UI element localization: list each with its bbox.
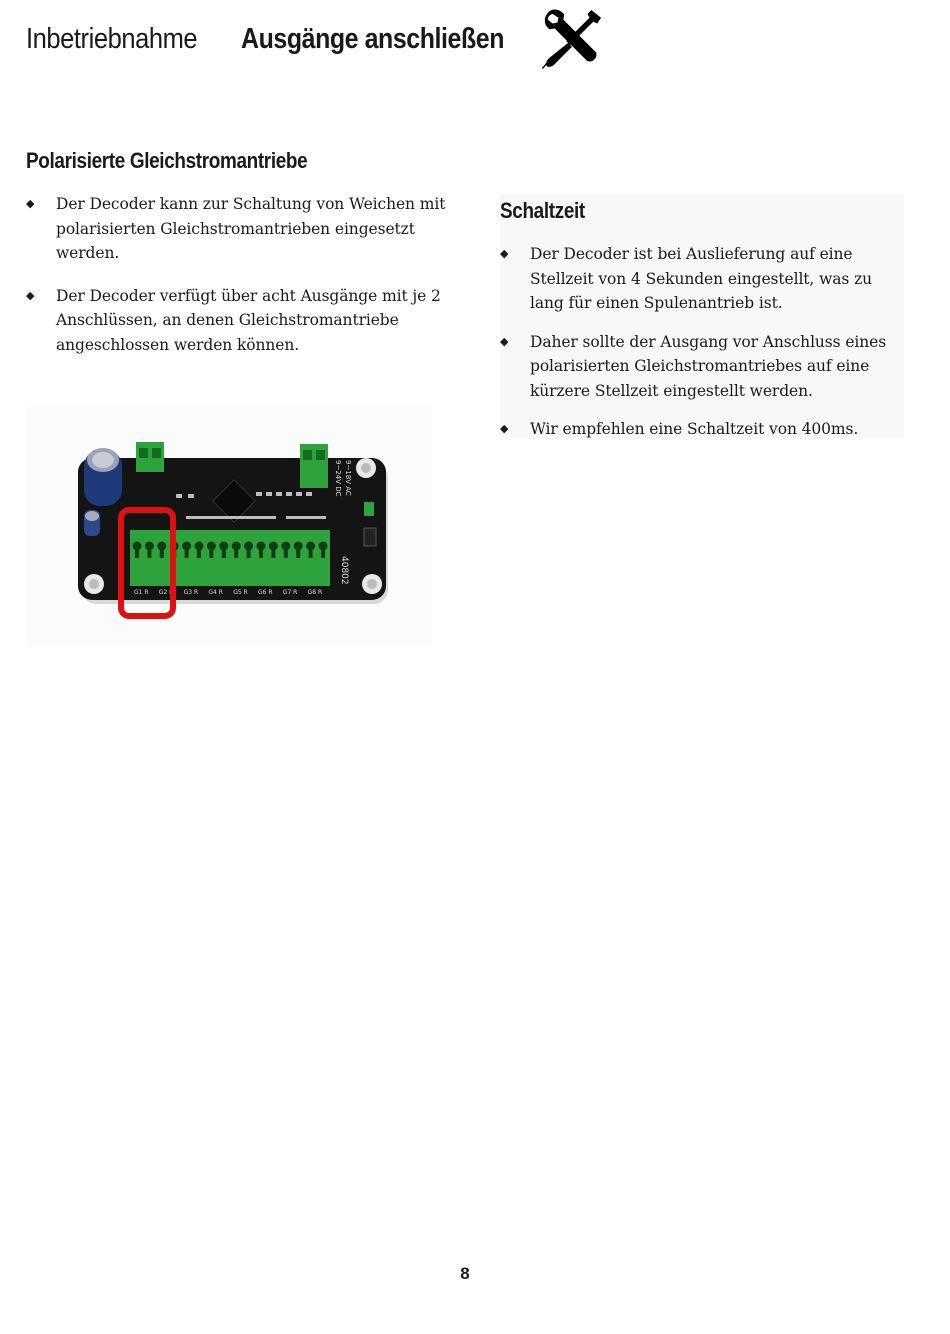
page-header <box>26 8 531 70</box>
diamond-bullet-icon: ◆ <box>500 422 509 435</box>
terminal-slot <box>209 546 213 558</box>
list-item: ◆ Der Decoder ist bei Auslieferung auf eine Stellzeit von 4 Sekunden eingestellt, was zu lang für einen Spulenantrieb ist. <box>500 242 904 316</box>
power-label-dc: 9~24V DC <box>334 460 342 497</box>
section-heading-polarized: Polarisierte Gleichstromantriebe <box>26 148 308 173</box>
diamond-bullet-icon: ◆ <box>500 334 509 348</box>
info-box-schaltzeit <box>500 194 904 438</box>
list-item: ◆ Der Decoder verfügt über acht Ausgänge mit je 2 Anschlüssen, an denen Gleichstromantriebe angeschlossen werden können. <box>26 284 446 358</box>
pcb-decoder-illustration <box>26 406 432 646</box>
terminal-slot <box>185 546 189 558</box>
terminal-slot <box>321 546 325 558</box>
terminal-slot <box>247 546 251 558</box>
terminal-label: G5 R <box>233 589 248 596</box>
board-label: 40802 <box>339 556 349 585</box>
bullet-list-right <box>500 242 904 442</box>
list-item: ◆ Der Decoder kann zur Schaltung von Weichen mit polarisierten Gleichstromantrieben eingesetzt werden. <box>26 192 446 266</box>
terminal-label: G4 R <box>208 589 223 596</box>
terminal-slot <box>309 546 313 558</box>
terminal-label: G2 R <box>158 589 174 596</box>
terminal-label: G7 R <box>282 589 298 596</box>
page-title: Ausgänge anschließen <box>241 22 505 55</box>
decoder-photo <box>26 406 432 646</box>
terminal-slot <box>197 546 201 558</box>
terminal-slot <box>296 546 300 558</box>
list-item: ◆ Daher sollte der Ausgang vor Anschluss eines polarisierten Gleichstromantriebes auf eine kürzere Stellzeit eingestellt werden. <box>500 330 904 404</box>
diamond-bullet-icon: ◆ <box>26 197 35 210</box>
terminal-slot <box>259 546 263 558</box>
terminal-label: G6 R <box>258 589 273 596</box>
diamond-bullet-icon: ◆ <box>26 288 35 302</box>
terminal-slot <box>135 546 139 558</box>
terminal-label: G1 R <box>134 589 149 596</box>
terminal-slot <box>271 546 275 558</box>
diamond-bullet-icon: ◆ <box>500 247 509 260</box>
terminal-slot <box>222 546 226 558</box>
section-heading-schaltzeit: Schaltzeit <box>500 198 585 223</box>
bullet-list-left <box>26 192 446 357</box>
terminal-slot <box>160 546 164 558</box>
terminal-slot <box>147 546 151 558</box>
terminal-slot <box>234 546 238 558</box>
terminal-label: G8 R <box>307 589 323 596</box>
page-number: 8 <box>460 1264 470 1283</box>
power-label-ac: 9~18V AC <box>344 460 352 496</box>
terminal-slot <box>284 546 288 558</box>
left-column <box>26 146 446 357</box>
section-label: Inbetriebnahme <box>26 22 198 55</box>
terminal-label: G3 R <box>183 589 199 596</box>
list-item: ◆ Wir empfehlen eine Schaltzeit von 400ms. <box>500 417 904 442</box>
tools-icon <box>540 8 604 70</box>
